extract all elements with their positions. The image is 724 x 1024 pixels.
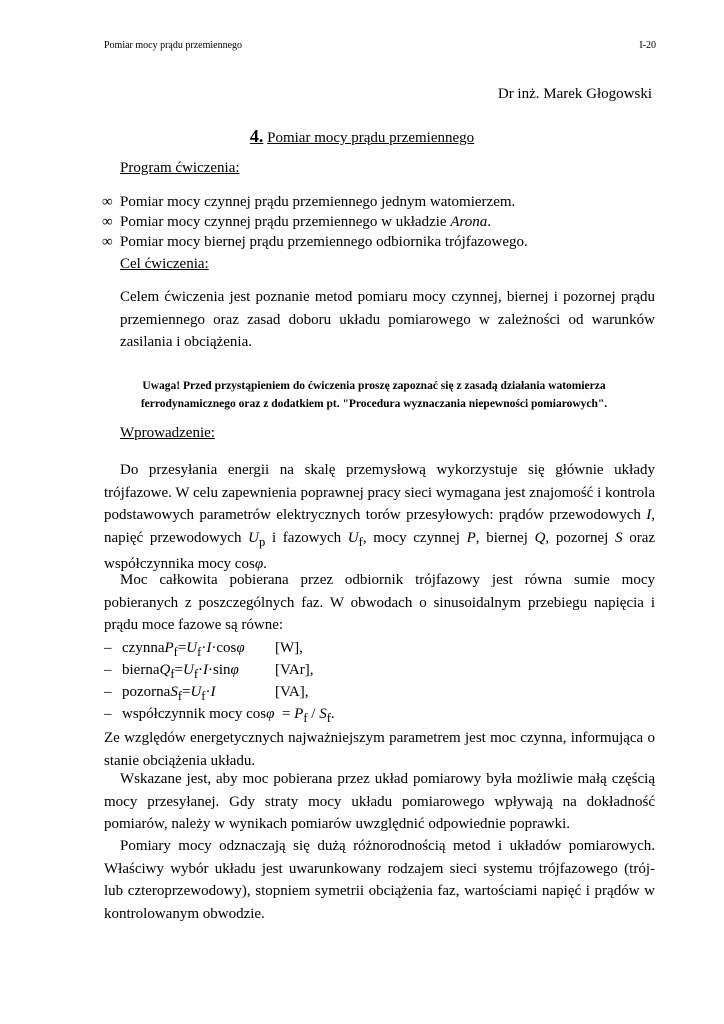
program-heading: Program ćwiczenia:: [120, 160, 240, 176]
intro-paragraph-3: Ze względów energetycznych najważniejszym parametrem jest moc czynna, informująca o stanie obciążenia układu.: [104, 730, 655, 769]
list-item: ∞ Pomiar mocy czynnej prądu przemiennego w układzie Arona.: [102, 214, 492, 230]
warning-note: Uwaga! Przed przystąpieniem do ćwiczenia proszę zapoznać się z zasadą działania watomierza ferrodynamicznego oraz z dodatkiem pt. "Procedura wyznaczania niepewności pomiarowych".: [140, 380, 608, 410]
section-title: [0, 126, 724, 147]
formula-active-power: – $czynnaP_f=U_f\cdot I\cdot\cos\varphi$ [W],: [104, 640, 303, 659]
intro-paragraph-4: Wskazane jest, aby moc pobierana przez układ pomiarowy była możliwie małą częścią mocy przesyłanej. Gdy straty mocy układu pomiarowego wpływają na dokładność pomiarów, należy w wynikach pomiarów uwzględnić odpowiednie poprawki.: [104, 771, 655, 832]
formula-power-factor: – współczynnik mocy $\cos\varphi = P_f / S_f$.: [104, 706, 335, 725]
intro-paragraph-2: Moc całkowita pobierana przez odbiornik trójfazowy jest równa sumie mocy pobieranych z poszczególnych faz. W obwodach o sinusoidalnym przebiegu napięcia i prądu moce fazowe są równe:: [104, 572, 655, 633]
formula-apparent-power: – $pozornaS_f=U_f\cdot I$ [VA],: [104, 684, 309, 703]
list-item: ∞ Pomiar mocy biernej prądu przemiennego odbiornika trójfazowego.: [102, 234, 528, 250]
infinity-bullet-icon: ∞: [102, 194, 113, 210]
goal-heading: Cel ćwiczenia:: [120, 256, 209, 272]
author-name: Dr inż. Marek Głogowski: [497, 86, 652, 102]
infinity-bullet-icon: ∞: [102, 214, 113, 230]
running-header-title: Pomiar mocy prądu przemiennego: [104, 40, 243, 51]
goal-paragraph: Celem ćwiczenia jest poznanie metod pomiaru mocy czynnej, biernej i pozornej prądu przemiennego oraz zasad doboru układu pomiarowego w zależności od warunków zasilania i obciążenia.: [120, 289, 655, 350]
formula-reactive-power: – $biernaQ_f=U_f\cdot I\cdot\sin\varphi$ [VAr],: [104, 662, 314, 681]
section-title-text: Pomiar mocy prądu przemiennego: [267, 130, 475, 146]
intro-paragraph-5: Pomiary mocy odznaczają się dużą różnorodnością metod i układów pomiarowych. Właściwy wybór układu jest uwarunkowany rodzajem sieci systemu trójfazowego (trój- lub czteroprzewodowy), stopniem symetrii obciążenia faz, wartościami napięć i prądów w kontrolowanym obwodzie.: [104, 838, 655, 922]
intro-heading: Wprowadzenie:: [120, 425, 215, 441]
section-number: 4.: [249, 126, 264, 146]
page-number: I-20: [639, 40, 656, 51]
program-list: [102, 192, 528, 252]
infinity-bullet-icon: ∞: [102, 234, 113, 250]
intro-paragraph-1: Do przesyłania energii na skalę przemysłową wykorzystuje się głównie układy trójfazowe. W celu zapewnienia poprawnej pracy sieci wymagana jest znajomość i kontrola podstawowych parametrów elektrycznych torów przesyłowych: prądów przewodowych I, napięć przewodowych $U_p$ i fazowych $U_f$, mocy czynnej P, biernej Q, pozornej S oraz współczynnika mocy cosφ.: [104, 462, 656, 572]
list-item: ∞ Pomiar mocy czynnej prądu przemiennego jednym watomierzem.: [102, 194, 516, 210]
